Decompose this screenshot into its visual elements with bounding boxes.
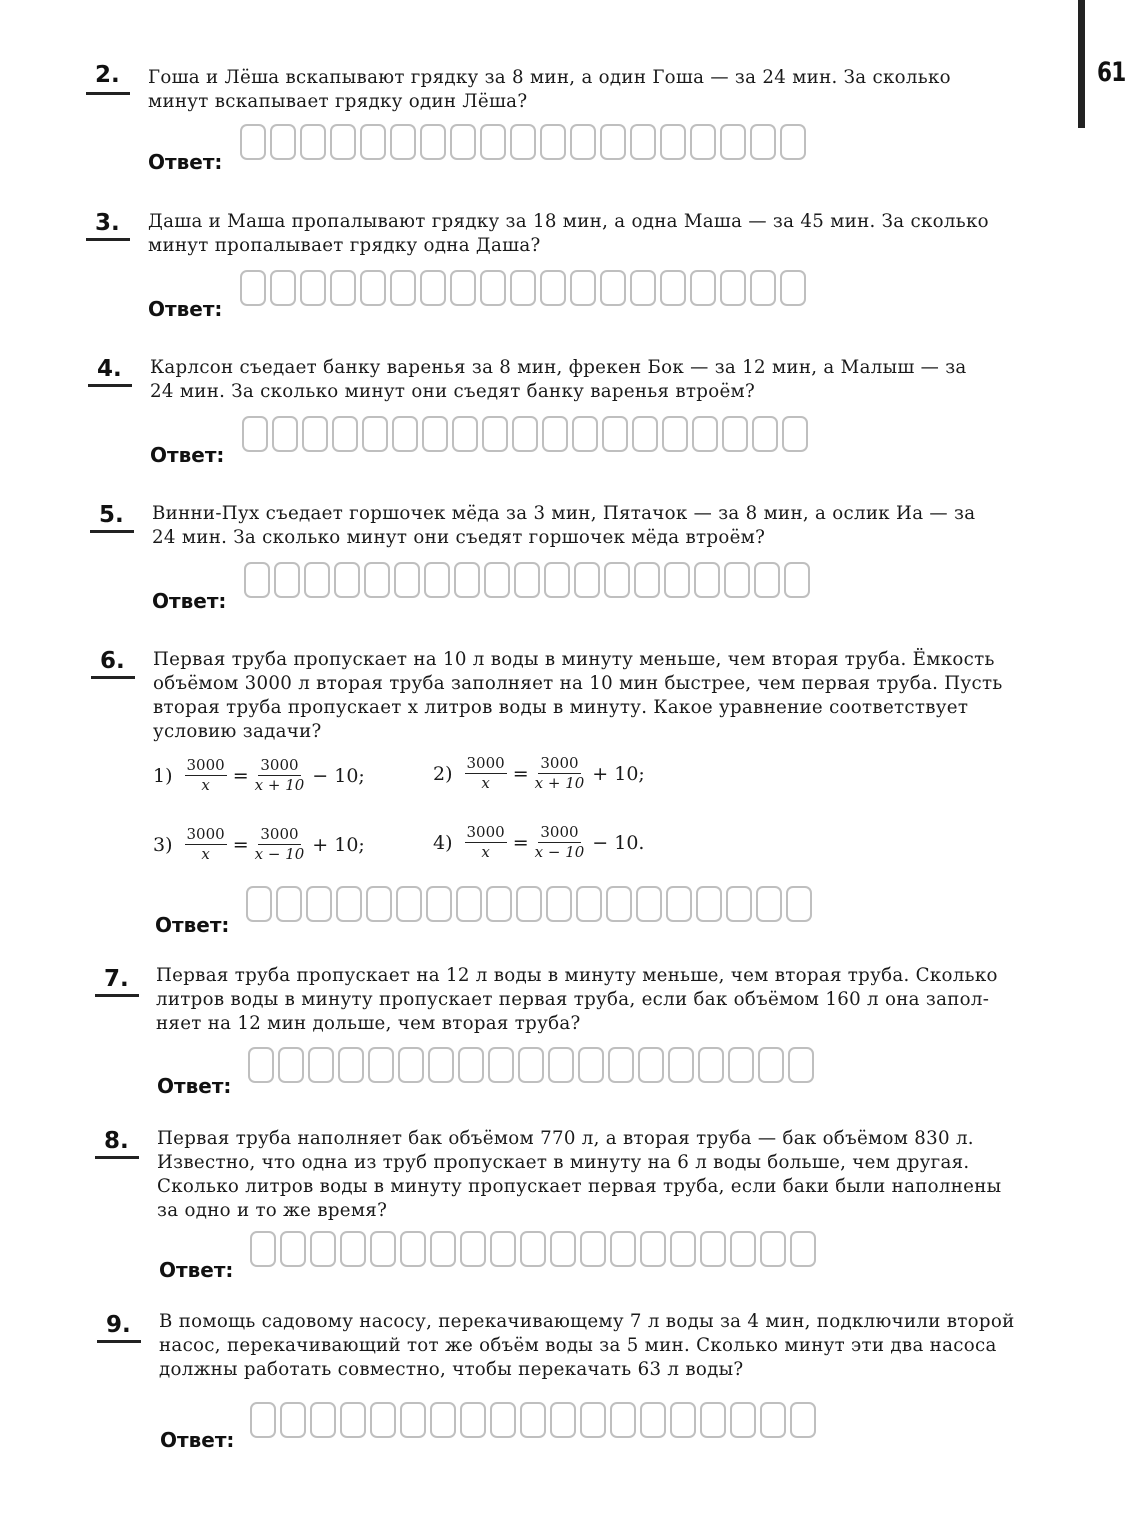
task-line: за одно и то же время? (157, 1200, 388, 1221)
option-3 (153, 826, 365, 863)
task-number-underline (88, 384, 132, 387)
answer-label: Ответ: (148, 150, 223, 174)
answer-cell[interactable] (452, 416, 478, 452)
answer-cell[interactable] (660, 124, 686, 160)
answer-cell[interactable] (640, 1402, 666, 1438)
answer-cell[interactable] (758, 1047, 784, 1083)
answer-cell[interactable] (752, 416, 778, 452)
answer-cell[interactable] (692, 416, 718, 452)
answer-cell[interactable] (368, 1047, 394, 1083)
answer-cell[interactable] (338, 1047, 364, 1083)
option-4 (433, 824, 644, 861)
answer-cell[interactable] (660, 270, 686, 306)
fraction-right (255, 826, 305, 863)
answer-cell[interactable] (460, 1231, 486, 1267)
answer-cell[interactable] (670, 1231, 696, 1267)
answer-cell[interactable] (274, 562, 300, 598)
fraction-right (255, 757, 305, 794)
answer-cell[interactable] (576, 886, 602, 922)
answer-cell[interactable] (390, 124, 416, 160)
answer-cell[interactable] (720, 270, 746, 306)
option-1 (153, 757, 365, 794)
answer-cell[interactable] (786, 886, 812, 922)
answer-cell[interactable] (300, 124, 326, 160)
answer-cell[interactable] (400, 1231, 426, 1267)
task-line: Первая труба пропускает на 12 л воды в минуту меньше, чем вторая труба. Сколько (156, 965, 998, 986)
answer-cell[interactable] (486, 886, 512, 922)
answer-cell[interactable] (602, 416, 628, 452)
answer-cell[interactable] (512, 416, 538, 452)
denominator: x (481, 774, 490, 792)
option-tail: − 10; (312, 764, 365, 787)
answer-cell[interactable] (730, 1231, 756, 1267)
task-text (148, 66, 1068, 114)
task-line: минут вскапывает грядку один Лёша? (148, 91, 528, 112)
answer-cells[interactable] (242, 416, 812, 452)
answer-cell[interactable] (276, 886, 302, 922)
answer-cell[interactable] (272, 416, 298, 452)
task-line: условию задачи? (153, 721, 322, 742)
task-number: 9. (106, 1312, 131, 1338)
fraction-left (465, 824, 507, 861)
option-label: 1) (153, 764, 173, 787)
numerator: 3000 (466, 823, 505, 841)
equals-sign: = (512, 831, 529, 854)
answer-cell[interactable] (578, 1047, 604, 1083)
answer-cell[interactable] (426, 886, 452, 922)
numerator: 3000 (186, 756, 225, 774)
denominator: x (481, 843, 490, 861)
task-number-underline (86, 92, 130, 95)
answer-cell[interactable] (244, 562, 270, 598)
answer-cell[interactable] (280, 1402, 306, 1438)
answer-cell[interactable] (700, 1402, 726, 1438)
task-line: Даша и Маша пропалывают грядку за 18 мин, а одна Маша — за 45 мин. За сколько (148, 211, 989, 232)
denominator: x + 10 (534, 774, 585, 792)
answer-cell[interactable] (570, 270, 596, 306)
answer-cell[interactable] (420, 270, 446, 306)
answer-cell[interactable] (700, 1231, 726, 1267)
answer-label: Ответ: (148, 297, 223, 321)
answer-cell[interactable] (240, 270, 266, 306)
answer-cell[interactable] (662, 416, 688, 452)
task-text (153, 648, 1071, 744)
answer-cell[interactable] (730, 1402, 756, 1438)
answer-cell[interactable] (540, 124, 566, 160)
answer-cell[interactable] (542, 416, 568, 452)
answer-cell[interactable] (722, 416, 748, 452)
task-number: 4. (97, 356, 122, 382)
answer-cell[interactable] (422, 416, 448, 452)
answer-cells[interactable] (250, 1402, 820, 1438)
answer-cell[interactable] (514, 562, 540, 598)
denominator: x − 10 (254, 845, 305, 863)
answer-cell[interactable] (454, 562, 480, 598)
numerator: 3000 (540, 823, 579, 841)
task-number: 2. (95, 62, 120, 88)
answer-cell[interactable] (784, 562, 810, 598)
fraction-right (535, 755, 585, 792)
answer-cell[interactable] (516, 886, 542, 922)
task-line: объёмом 3000 л вторая труба заполняет на 10 мин быстрее, чем первая труба. Пусть (153, 673, 1003, 694)
fraction-right (535, 824, 585, 861)
task-number-underline (90, 530, 134, 533)
answer-cells[interactable] (246, 886, 816, 922)
answer-cell[interactable] (632, 416, 658, 452)
task-number-underline (97, 1340, 141, 1343)
answer-cell[interactable] (394, 562, 420, 598)
answer-cell[interactable] (640, 1231, 666, 1267)
answer-cell[interactable] (300, 270, 326, 306)
answer-cell[interactable] (250, 1231, 276, 1267)
answer-cell[interactable] (610, 1402, 636, 1438)
answer-cell[interactable] (756, 886, 782, 922)
task-text (148, 210, 1068, 258)
task-line: минут пропалывает грядку одна Даша? (148, 235, 541, 256)
task-number: 3. (95, 210, 120, 236)
answer-cell[interactable] (724, 562, 750, 598)
answer-cell[interactable] (690, 270, 716, 306)
answer-cells[interactable] (248, 1047, 818, 1083)
answer-cell[interactable] (490, 1402, 516, 1438)
answer-cell[interactable] (424, 562, 450, 598)
task-text (159, 1310, 1077, 1382)
option-tail: − 10. (592, 831, 645, 854)
equals-sign: = (512, 762, 529, 785)
task-line: литров воды в минуту пропускает первая труба, если бак объёмом 160 л она запол- (156, 989, 990, 1010)
answer-cell[interactable] (366, 886, 392, 922)
answer-cell[interactable] (304, 562, 330, 598)
answer-cell[interactable] (428, 1047, 454, 1083)
answer-cell[interactable] (720, 124, 746, 160)
denominator: x + 10 (254, 776, 305, 794)
task-line: Винни-Пух съедает горшочек мёда за 3 мин, Пятачок — за 8 мин, а ослик Иа — за (152, 503, 976, 524)
answer-cell[interactable] (240, 124, 266, 160)
task-line: 24 мин. За сколько минут они съедят горшочек мёда втроём? (152, 527, 766, 548)
answer-label: Ответ: (160, 1428, 235, 1452)
answer-cell[interactable] (490, 1231, 516, 1267)
task-line: насос, перекачивающий тот же объём воды за 5 мин. Сколько минут эти два насоса (159, 1335, 997, 1356)
numerator: 3000 (186, 825, 225, 843)
answer-cell[interactable] (610, 1231, 636, 1267)
task-number: 7. (104, 966, 129, 992)
task-number: 8. (104, 1128, 129, 1154)
answer-label: Ответ: (152, 589, 227, 613)
task-line: В помощь садовому насосу, перекачивающему 7 л воды за 4 мин, подключили второй (159, 1311, 1015, 1332)
task-line: должны работать совместно, чтобы перекачать 63 л воды? (159, 1359, 744, 1380)
answer-cell[interactable] (630, 270, 656, 306)
answer-label: Ответ: (155, 913, 230, 937)
answer-cell[interactable] (370, 1231, 396, 1267)
option-tail: + 10; (312, 833, 365, 856)
task-number-underline (86, 238, 130, 241)
answer-cell[interactable] (670, 1402, 696, 1438)
answer-cell[interactable] (360, 270, 386, 306)
denominator: x (201, 776, 210, 794)
answer-cell[interactable] (360, 124, 386, 160)
equals-sign: = (232, 764, 249, 787)
fraction-left (185, 826, 227, 863)
answer-cell[interactable] (604, 562, 630, 598)
answer-cell[interactable] (790, 1231, 816, 1267)
option-label: 4) (433, 831, 453, 854)
answer-cell[interactable] (726, 886, 752, 922)
answer-cell[interactable] (630, 124, 656, 160)
task-line: няет на 12 мин дольше, чем вторая труба? (156, 1013, 581, 1034)
option-tail: + 10; (592, 762, 645, 785)
task-line: Первая труба пропускает на 10 л воды в минуту меньше, чем вторая труба. Ёмкость (153, 649, 995, 670)
option-label: 3) (153, 833, 173, 856)
answer-cell[interactable] (728, 1047, 754, 1083)
task-number: 5. (99, 502, 124, 528)
answer-cell[interactable] (250, 1402, 276, 1438)
denominator: x − 10 (534, 843, 585, 861)
answer-cell[interactable] (280, 1231, 306, 1267)
fraction-left (185, 757, 227, 794)
answer-cell[interactable] (450, 270, 476, 306)
answer-cell[interactable] (600, 124, 626, 160)
answer-cell[interactable] (580, 1231, 606, 1267)
answer-cell[interactable] (600, 270, 626, 306)
answer-cell[interactable] (580, 1402, 606, 1438)
answer-cell[interactable] (574, 562, 600, 598)
answer-cell[interactable] (278, 1047, 304, 1083)
answer-cell[interactable] (398, 1047, 424, 1083)
task-number-underline (95, 994, 139, 997)
answer-cell[interactable] (780, 124, 806, 160)
answer-cells[interactable] (250, 1231, 820, 1267)
answer-cell[interactable] (540, 270, 566, 306)
answer-cell[interactable] (306, 886, 332, 922)
task-text (157, 1127, 1075, 1223)
answer-cell[interactable] (782, 416, 808, 452)
answer-cell[interactable] (750, 270, 776, 306)
answer-cell[interactable] (334, 562, 360, 598)
answer-cell[interactable] (550, 1402, 576, 1438)
answer-cell[interactable] (760, 1402, 786, 1438)
task-line: вторая труба пропускает x литров воды в минуту. Какое уравнение соответствует (153, 697, 969, 718)
answer-cell[interactable] (270, 270, 296, 306)
answer-cell[interactable] (310, 1402, 336, 1438)
answer-cell[interactable] (790, 1402, 816, 1438)
task-line: Карлсон съедает банку варенья за 8 мин, фрекен Бок — за 12 мин, а Малыш — за (150, 357, 967, 378)
answer-cell[interactable] (488, 1047, 514, 1083)
answer-cell[interactable] (460, 1402, 486, 1438)
answer-cell[interactable] (420, 124, 446, 160)
fraction-left (465, 755, 507, 792)
answer-cell[interactable] (696, 886, 722, 922)
answer-cell[interactable] (242, 416, 268, 452)
answer-cell[interactable] (788, 1047, 814, 1083)
option-2 (433, 755, 645, 792)
answer-cell[interactable] (546, 886, 572, 922)
answer-cell[interactable] (480, 270, 506, 306)
task-number-underline (91, 676, 135, 679)
task-line: Первая труба наполняет бак объёмом 770 л, а вторая труба — бак объёмом 830 л. (157, 1128, 974, 1149)
denominator: x (201, 845, 210, 863)
answer-cell[interactable] (430, 1231, 456, 1267)
task-line: Сколько литров воды в минуту пропускает первая труба, если баки были наполнены (157, 1176, 1002, 1197)
answer-cell[interactable] (544, 562, 570, 598)
answer-label: Ответ: (150, 443, 225, 467)
answer-cell[interactable] (698, 1047, 724, 1083)
answer-cell[interactable] (780, 270, 806, 306)
answer-label: Ответ: (159, 1258, 234, 1282)
answer-cell[interactable] (336, 886, 362, 922)
answer-cell[interactable] (308, 1047, 334, 1083)
task-number: 6. (100, 648, 125, 674)
task-line: 24 мин. За сколько минут они съедят банку варенья втроём? (150, 381, 756, 402)
task-line: Известно, что одна из труб пропускает в минуту на 6 л воды больше, чем другая. (157, 1152, 970, 1173)
answer-cell[interactable] (482, 416, 508, 452)
answer-cell[interactable] (760, 1231, 786, 1267)
answer-cell[interactable] (754, 562, 780, 598)
answer-cell[interactable] (510, 270, 536, 306)
page-edge-bar (1078, 0, 1085, 128)
answer-cell[interactable] (332, 416, 358, 452)
answer-cells[interactable] (244, 562, 814, 598)
answer-cell[interactable] (608, 1047, 634, 1083)
page-number: 61 (1097, 57, 1126, 88)
answer-cell[interactable] (750, 124, 776, 160)
answer-cell[interactable] (484, 562, 510, 598)
answer-cell[interactable] (330, 270, 356, 306)
answer-cell[interactable] (270, 124, 296, 160)
task-text (150, 356, 1070, 404)
answer-cell[interactable] (362, 416, 388, 452)
answer-cell[interactable] (340, 1231, 366, 1267)
answer-cells[interactable] (240, 270, 810, 306)
numerator: 3000 (466, 754, 505, 772)
answer-cell[interactable] (518, 1047, 544, 1083)
task-text (156, 964, 1074, 1036)
answer-cell[interactable] (430, 1402, 456, 1438)
answer-cell[interactable] (520, 1231, 546, 1267)
task-text (152, 502, 1070, 550)
answer-cell[interactable] (480, 124, 506, 160)
answer-cell[interactable] (450, 124, 476, 160)
answer-cell[interactable] (520, 1402, 546, 1438)
answer-cell[interactable] (246, 886, 272, 922)
answer-cell[interactable] (400, 1402, 426, 1438)
answer-cell[interactable] (664, 562, 690, 598)
task-line: Гоша и Лёша вскапывают грядку за 8 мин, а один Гоша — за 24 мин. За сколько (148, 67, 951, 88)
task-number-underline (95, 1156, 139, 1159)
answer-cell[interactable] (666, 886, 692, 922)
answer-cell[interactable] (510, 124, 536, 160)
answer-cell[interactable] (396, 886, 422, 922)
answer-cell[interactable] (638, 1047, 664, 1083)
answer-cell[interactable] (690, 124, 716, 160)
answer-cell[interactable] (694, 562, 720, 598)
answer-cell[interactable] (330, 124, 356, 160)
answer-cell[interactable] (364, 562, 390, 598)
answer-cell[interactable] (634, 562, 660, 598)
answer-cell[interactable] (570, 124, 596, 160)
answer-cell[interactable] (550, 1231, 576, 1267)
answer-label: Ответ: (157, 1074, 232, 1098)
answer-cell[interactable] (340, 1402, 366, 1438)
answer-cell[interactable] (392, 416, 418, 452)
answer-cell[interactable] (456, 886, 482, 922)
option-label: 2) (433, 762, 453, 785)
answer-cell[interactable] (458, 1047, 484, 1083)
numerator: 3000 (260, 756, 299, 774)
numerator: 3000 (540, 754, 579, 772)
equals-sign: = (232, 833, 249, 856)
answer-cell[interactable] (302, 416, 328, 452)
answer-cell[interactable] (370, 1402, 396, 1438)
answer-cell[interactable] (248, 1047, 274, 1083)
numerator: 3000 (260, 825, 299, 843)
answer-cell[interactable] (668, 1047, 694, 1083)
answer-cell[interactable] (310, 1231, 336, 1267)
answer-cell[interactable] (390, 270, 416, 306)
answer-cell[interactable] (572, 416, 598, 452)
answer-cell[interactable] (636, 886, 662, 922)
answer-cells[interactable] (240, 124, 810, 160)
answer-cell[interactable] (548, 1047, 574, 1083)
answer-cell[interactable] (606, 886, 632, 922)
